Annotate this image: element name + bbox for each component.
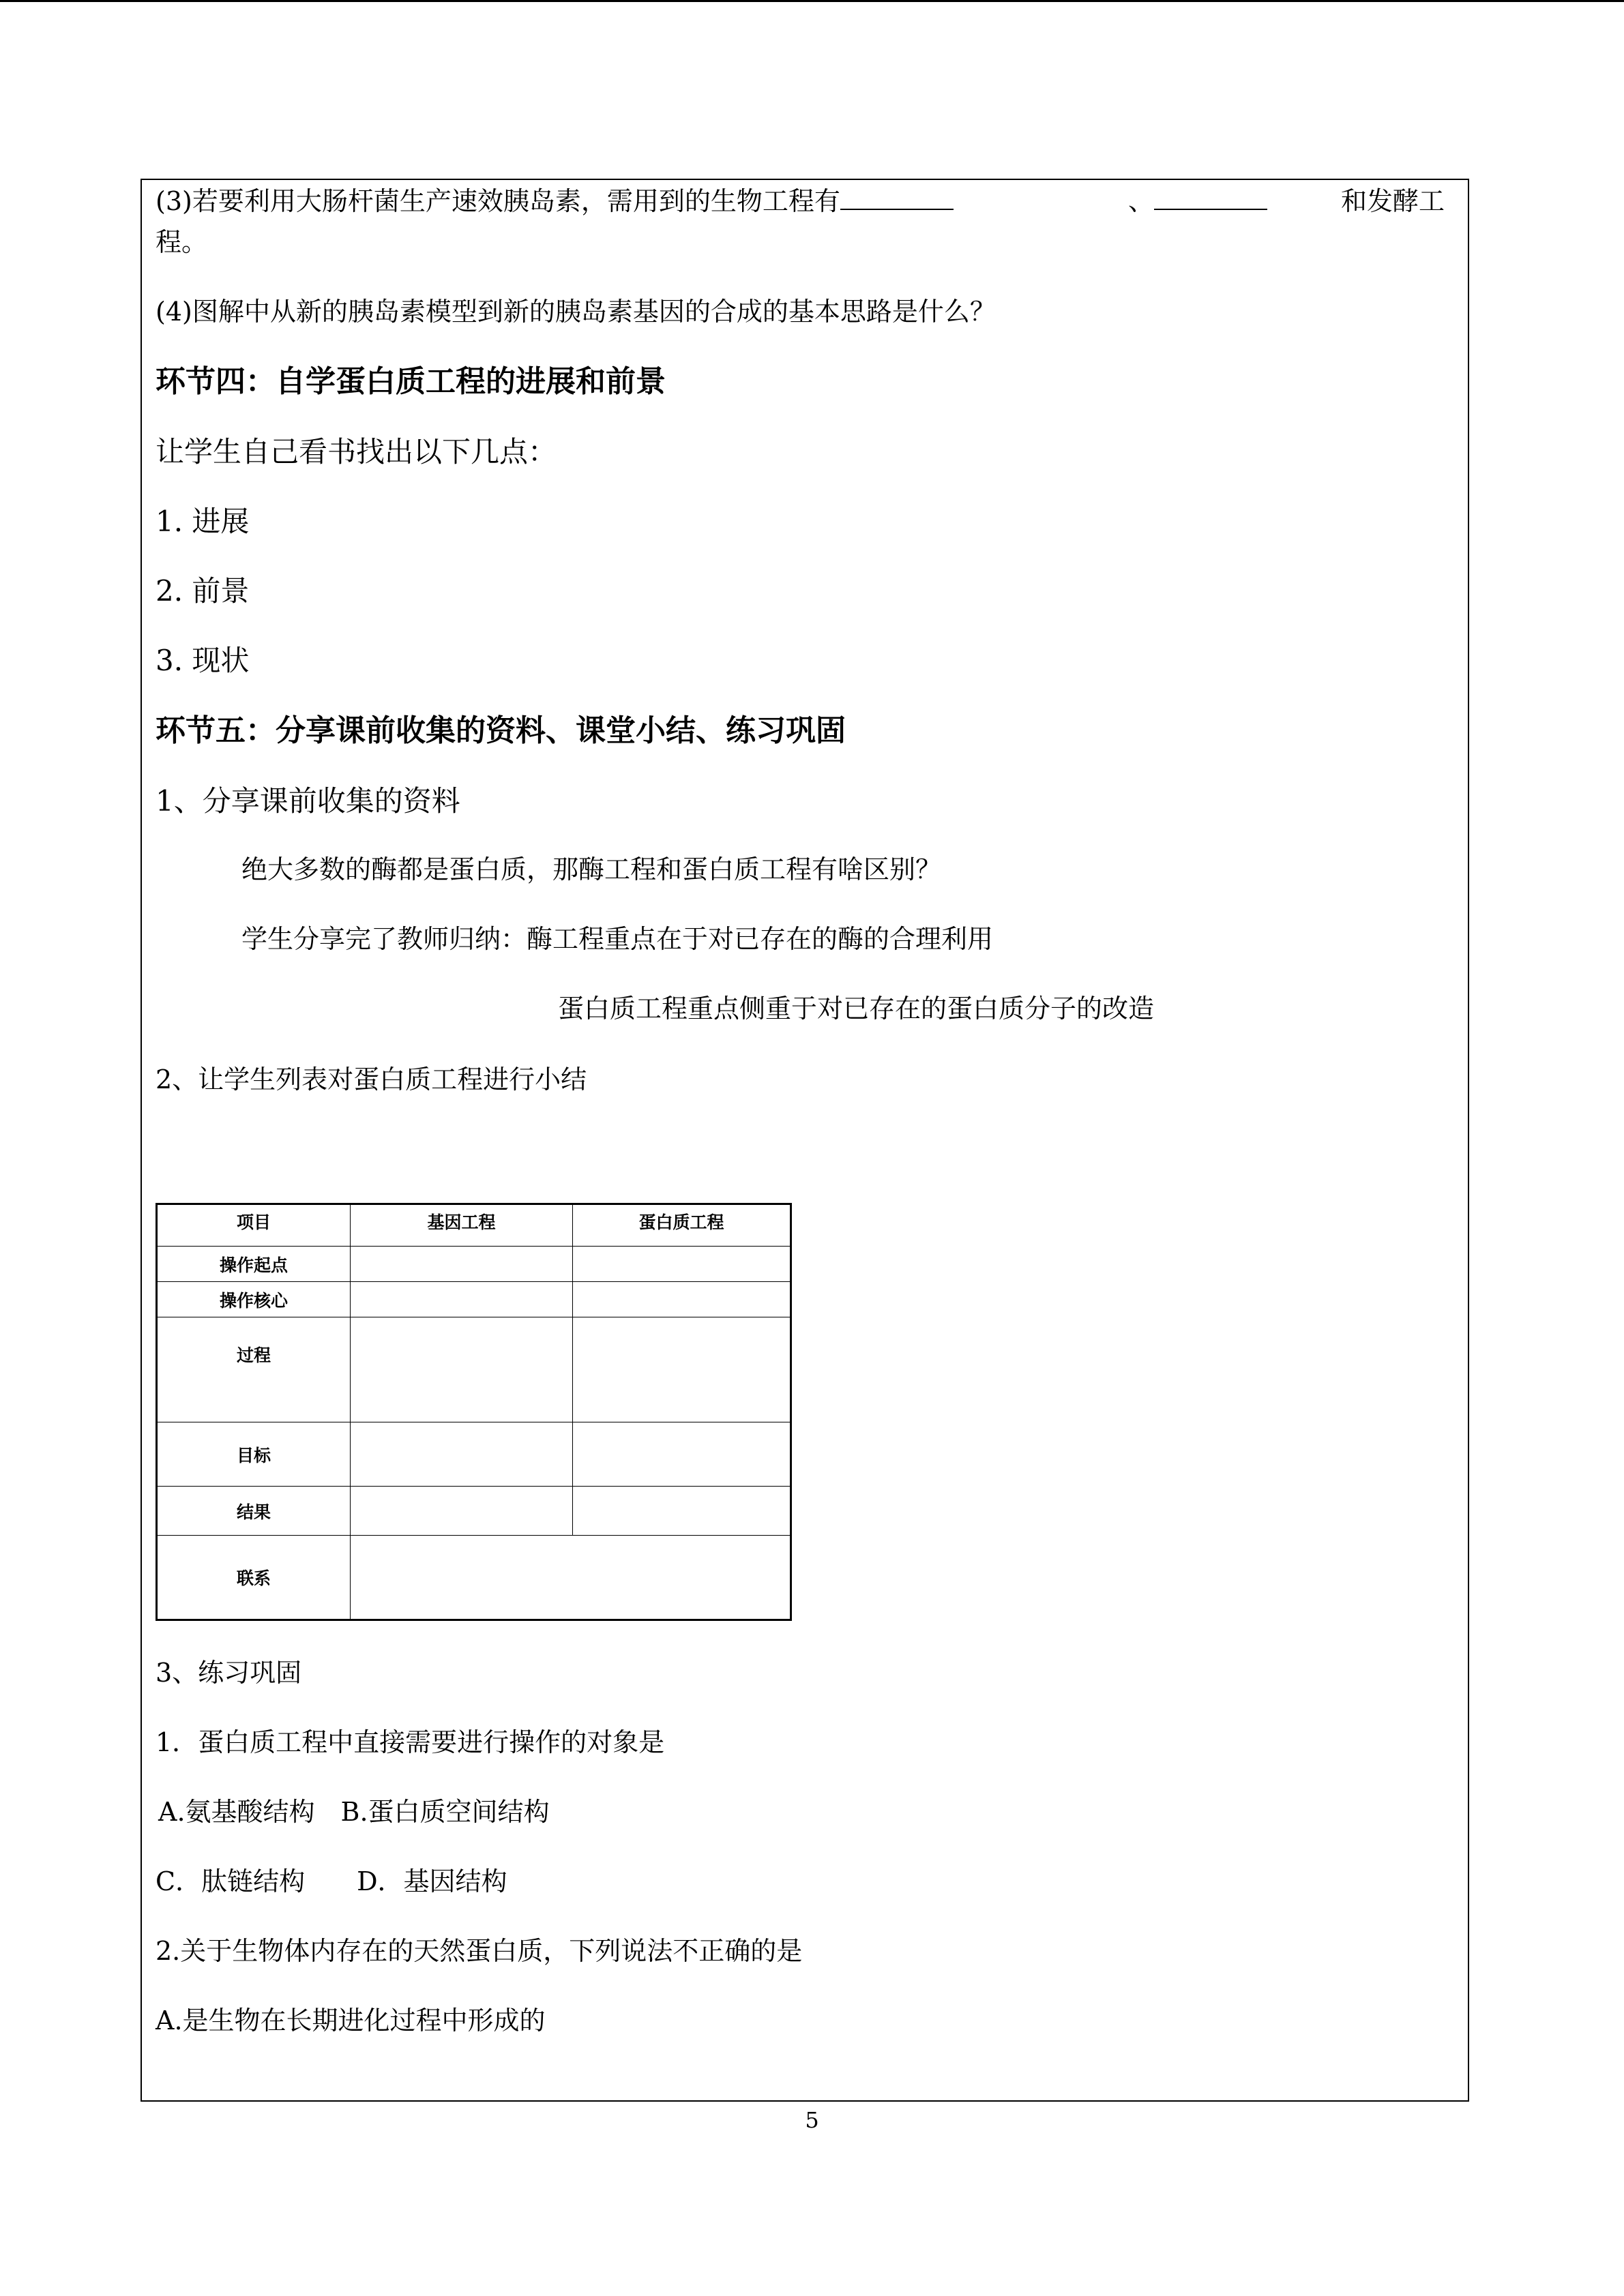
summary-table xyxy=(156,1203,792,1621)
table-row xyxy=(157,1422,791,1487)
practice-q1: 1．蛋白质工程中直接需要进行操作的对象是 xyxy=(156,1727,665,1757)
table-cell-merged xyxy=(351,1536,791,1620)
table-cell xyxy=(351,1247,573,1282)
page-number: 5 xyxy=(805,2107,819,2133)
table-row-label: 过程 xyxy=(157,1317,351,1422)
q3-mid xyxy=(1128,188,1267,214)
section4-heading: 环节四：自学蛋白质工程的进展和前景 xyxy=(156,364,666,399)
table-header-item: 项目 xyxy=(157,1204,351,1247)
q3-separator: 、 xyxy=(1128,186,1155,216)
table-row xyxy=(157,1317,791,1422)
q3-blank-1 xyxy=(840,188,954,210)
table-cell xyxy=(351,1317,573,1422)
table-header-protein: 蛋白质工程 xyxy=(573,1204,791,1247)
table-cell xyxy=(573,1487,791,1536)
section5-summary-line2: 蛋白质工程重点侧重于对已存在的蛋白质分子的改造 xyxy=(558,994,1155,1024)
q3-line xyxy=(156,188,954,214)
section5-share-title: 1、分享课前收集的资料 xyxy=(156,784,460,818)
table-cell xyxy=(573,1422,791,1487)
practice-q2: 2.关于生物体内存在的天然蛋白质，下列说法不正确的是 xyxy=(156,1936,803,1966)
section4-point-3: 3. 现状 xyxy=(156,644,250,677)
table-header-row xyxy=(157,1204,791,1247)
q3-prefix: (3)若要利用大肠杆菌生产速效胰岛素，需用到的生物工程有 xyxy=(156,186,840,216)
section5-question: 绝大多数的酶都是蛋白质，那酶工程和蛋白质工程有啥区别？ xyxy=(241,854,942,884)
table-row-label: 目标 xyxy=(157,1422,351,1487)
table-cell xyxy=(351,1422,573,1487)
table-row xyxy=(157,1487,791,1536)
section4-intro: 让学生自己看书找出以下几点： xyxy=(156,435,557,468)
table-cell xyxy=(573,1247,791,1282)
top-border-line xyxy=(0,0,1624,2)
table-row-label: 操作核心 xyxy=(157,1282,351,1317)
practice-title: 3、练习巩固 xyxy=(156,1658,302,1688)
section5-heading: 环节五：分享课前收集的资料、课堂小结、练习巩固 xyxy=(156,713,846,748)
table-cell xyxy=(573,1282,791,1317)
table-row-label: 联系 xyxy=(157,1536,351,1620)
practice-q1-options-cd: C．肽链结构 D．基因结构 xyxy=(156,1866,507,1896)
table-row xyxy=(157,1282,791,1317)
q3-blank-2 xyxy=(1154,188,1267,210)
q4-text: (4)图解中从新的胰岛素模型到新的胰岛素基因的合成的基本思路是什么？ xyxy=(156,297,996,327)
table-cell xyxy=(351,1487,573,1536)
q3-wrap: 程。 xyxy=(156,227,208,257)
practice-q2-option-a: A.是生物在长期进化过程中形成的 xyxy=(156,2006,546,2036)
q3-suffix: 和发酵工 xyxy=(1341,186,1445,216)
section5-summary-line1: 学生分享完了教师归纳：酶工程重点在于对已存在的酶的合理利用 xyxy=(241,924,994,954)
table-row xyxy=(157,1247,791,1282)
table-header-gene: 基因工程 xyxy=(351,1204,573,1247)
table-cell xyxy=(351,1282,573,1317)
section5-table-title: 2、让学生列表对蛋白质工程进行小结 xyxy=(156,1064,587,1094)
table-row-label: 结果 xyxy=(157,1487,351,1536)
section4-point-1: 1. 进展 xyxy=(156,505,250,538)
section4-point-2: 2. 前景 xyxy=(156,574,250,608)
table-cell xyxy=(573,1317,791,1422)
table-row-label: 操作起点 xyxy=(157,1247,351,1282)
practice-q1-options-ab: A.氨基酸结构 B.蛋白质空间结构 xyxy=(158,1797,550,1827)
table-row xyxy=(157,1536,791,1620)
